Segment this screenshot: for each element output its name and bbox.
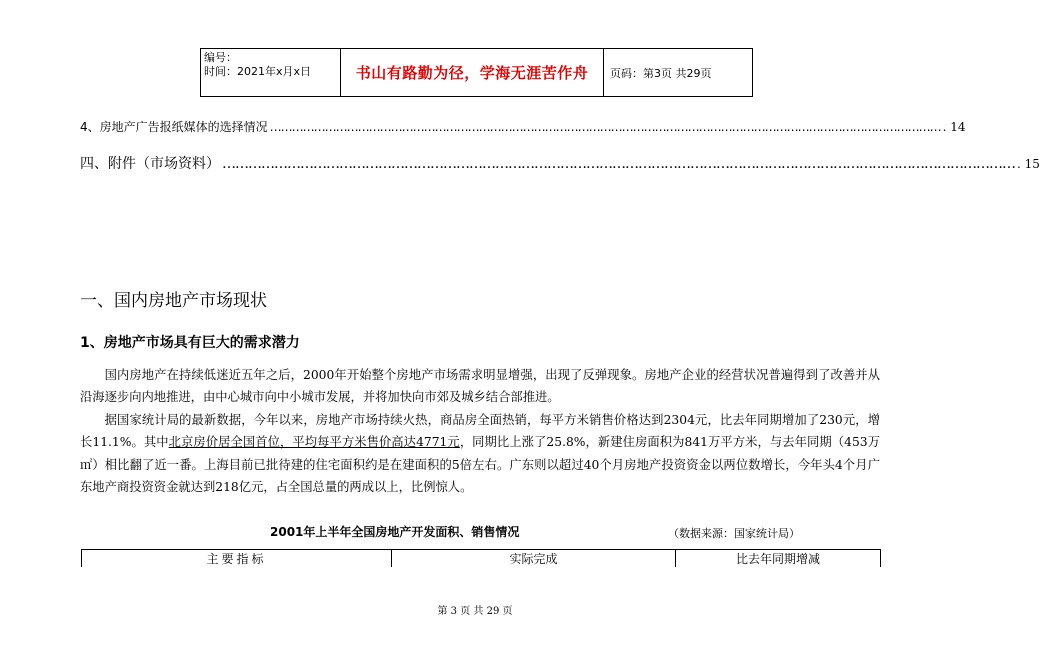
document-time-label: 时间：2021年x月x日 xyxy=(204,65,312,78)
toc-leader-dots: ………………………………………………………………………………………………………………………………………………………………… xyxy=(222,156,1015,172)
table-header-cell: 实际完成 xyxy=(392,550,676,567)
toc-entry-page: . 15 xyxy=(1017,157,1040,171)
table-caption: 2001年上半年全国房地产开发面积、销售情况 xyxy=(270,525,520,539)
table-source: （数据来源：国家统计局） xyxy=(668,527,800,540)
table-header-cell: 比去年同期增减 xyxy=(735,552,820,566)
paragraph-text: ，同期比上涨了25.8%，新建住房面积为841万平方米，与去年同期（453万㎡）相比翻了近一番。上海目前已批待建的住宅面积约是在建面积的5倍左右。广东则以超过40个月房地产投资资金以两位数增长，今年头4个月广东地产商投资资金就达到218亿元，占全国总量的两成以上，比例惊人。 xyxy=(80,435,880,495)
toc-entry-page: . 14 xyxy=(942,120,966,134)
toc-leader-dots: ………………………………………………………………………………………………………………………………………………………………… xyxy=(269,120,941,134)
header-page-number: 页码：第3页 共29页 xyxy=(610,66,712,80)
document-number-label: 编号： xyxy=(204,51,237,64)
underlined-text: 北京房价居全国首位，平均每平方米售价高达 xyxy=(168,435,417,450)
page-footer: 第 3 页 共 29 页 xyxy=(437,606,513,617)
toc-entry[interactable] xyxy=(80,153,1040,173)
paragraph xyxy=(80,409,880,499)
subsection-title: 1、房地产市场具有巨大的需求潜力 xyxy=(80,335,300,351)
section-title: 一、国内房地产市场现状 xyxy=(80,291,267,311)
toc-entry-title: 4、房地产广告报纸媒体的选择情况 xyxy=(80,120,268,134)
body-text xyxy=(80,364,880,498)
page-header-table xyxy=(200,48,753,97)
data-table-header xyxy=(81,549,881,567)
toc-entry[interactable] xyxy=(80,118,966,135)
toc-entry-title: 四、附件（市场资料） xyxy=(80,156,220,172)
paragraph-text: 据国家统计局的最新数据，今年以来，房地产市场持续火热，商品房全面热销，每平方米销售价格达到2304元，比去年同期增加了230元，增长11.1%。其中 xyxy=(80,412,880,450)
header-motto: 书山有路勤为径，学海无涯苦作舟 xyxy=(341,49,604,96)
header-meta-cell xyxy=(201,49,341,96)
underlined-value: 4771元 xyxy=(416,435,460,450)
paragraph: 国内房地产在持续低迷近五年之后，2000年开始整个房地产市场需求明显增强，出现了反弹现象。房地产企业的经营状况普遍得到了改善并从沿海逐步向内地推进，由中心城市向中小城市发展，并将加快向市郊及城乡结合部推进。 xyxy=(80,368,880,405)
table-header-cell: 主要指标 xyxy=(82,550,392,567)
